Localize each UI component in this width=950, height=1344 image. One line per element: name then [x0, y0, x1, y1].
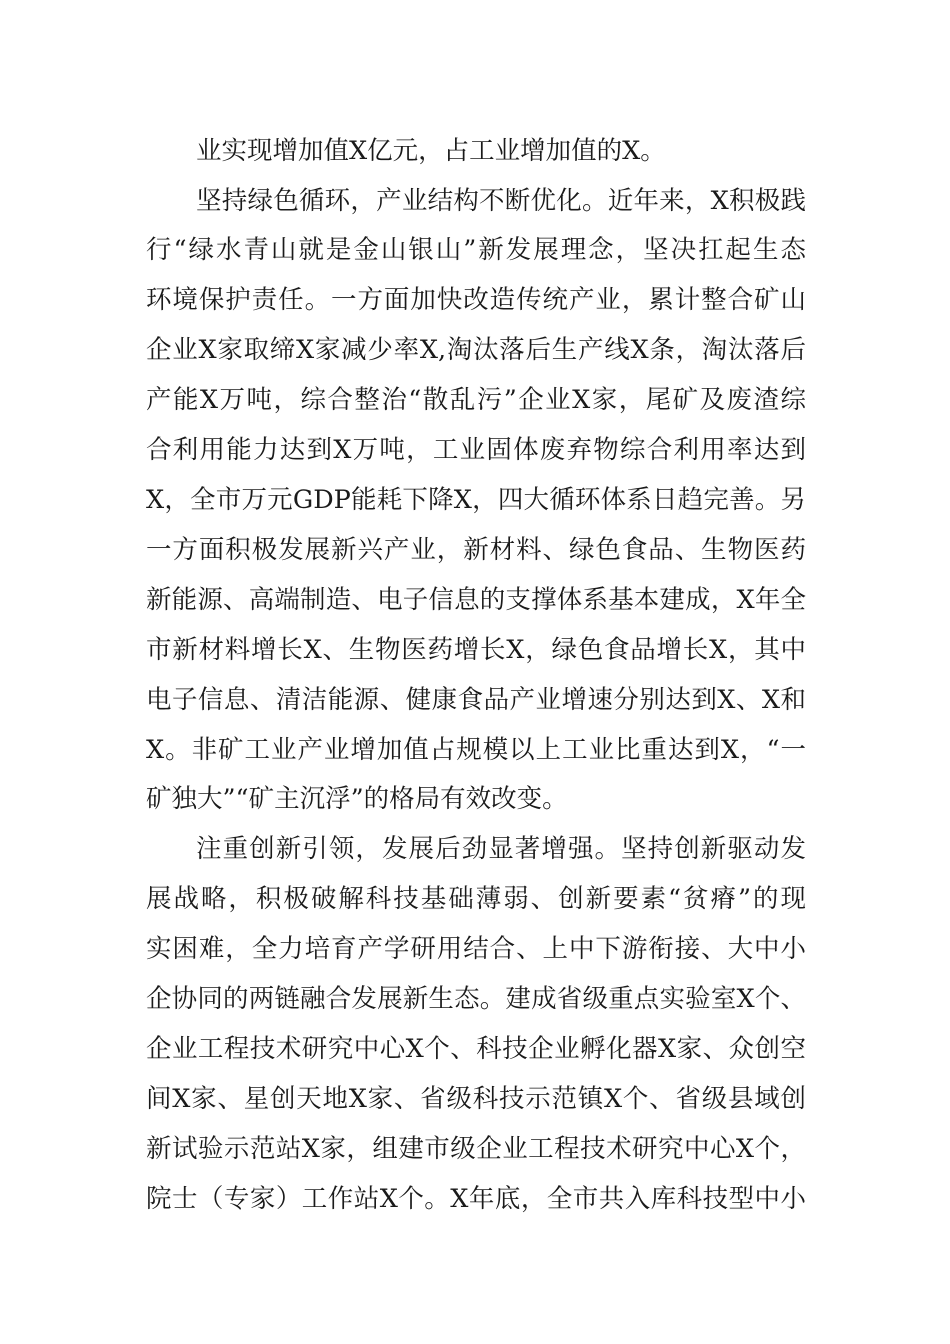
text-line: 一方面积极发展新兴产业，新材料、绿色食品、生物医药	[146, 535, 806, 565]
text-line: X。非矿工业产业增加值占规模以上工业比重达到X，“一	[146, 735, 806, 765]
text-line: 业实现增加值X亿元，占工业增加值的X。	[196, 136, 666, 166]
text-line: 市新材料增长X、生物医药增长X，绿色食品增长X，其中	[146, 635, 806, 665]
text-line: 企业X家取缔X家减少率X,淘汰落后生产线X条，淘汰落后	[146, 335, 806, 365]
text-line: 环境保护责任。一方面加快改造传统产业，累计整合矿山	[146, 285, 806, 315]
text-line: 合利用能力达到X万吨，工业固体废弃物综合利用率达到	[146, 435, 806, 465]
text-line: 产能X万吨，综合整治“散乱污”企业X家，尾矿及废渣综	[146, 385, 806, 415]
text-line: 新能源、高端制造、电子信息的支撑体系基本建成，X年全	[146, 585, 806, 615]
text-line: 实困难，全力培育产学研用结合、上中下游衔接、大中小	[146, 934, 806, 964]
text-line: 展战略，积极破解科技基础薄弱、创新要素“贫瘠”的现	[146, 884, 806, 914]
text-line: 企协同的两链融合发展新生态。建成省级重点实验室X个、	[146, 984, 806, 1014]
text-line: 间X家、星创天地X家、省级科技示范镇X个、省级县域创	[146, 1084, 806, 1114]
text-line: 企业工程技术研究中心X个、科技企业孵化器X家、众创空	[146, 1034, 806, 1064]
text-line: 注重创新引领，发展后劲显著增强。坚持创新驱动发	[196, 834, 806, 864]
text-line: 新试验示范站X家，组建市级企业工程技术研究中心X个，	[146, 1134, 806, 1164]
text-line: X，全市万元GDP能耗下降X，四大循环体系日趋完善。另	[146, 485, 806, 515]
text-line: 行“绿水青山就是金山银山”新发展理念，坚决扛起生态	[146, 235, 806, 265]
text-line: 院士（专家）工作站X个。X年底，全市共入库科技型中小	[146, 1184, 806, 1214]
text-line: 电子信息、清洁能源、健康食品产业增速分别达到X、X和	[146, 685, 806, 715]
text-line: 矿独大”“矿主沉浮”的格局有效改变。	[146, 784, 568, 814]
text-line: 坚持绿色循环，产业结构不断优化。近年来，X积极践	[196, 186, 806, 216]
